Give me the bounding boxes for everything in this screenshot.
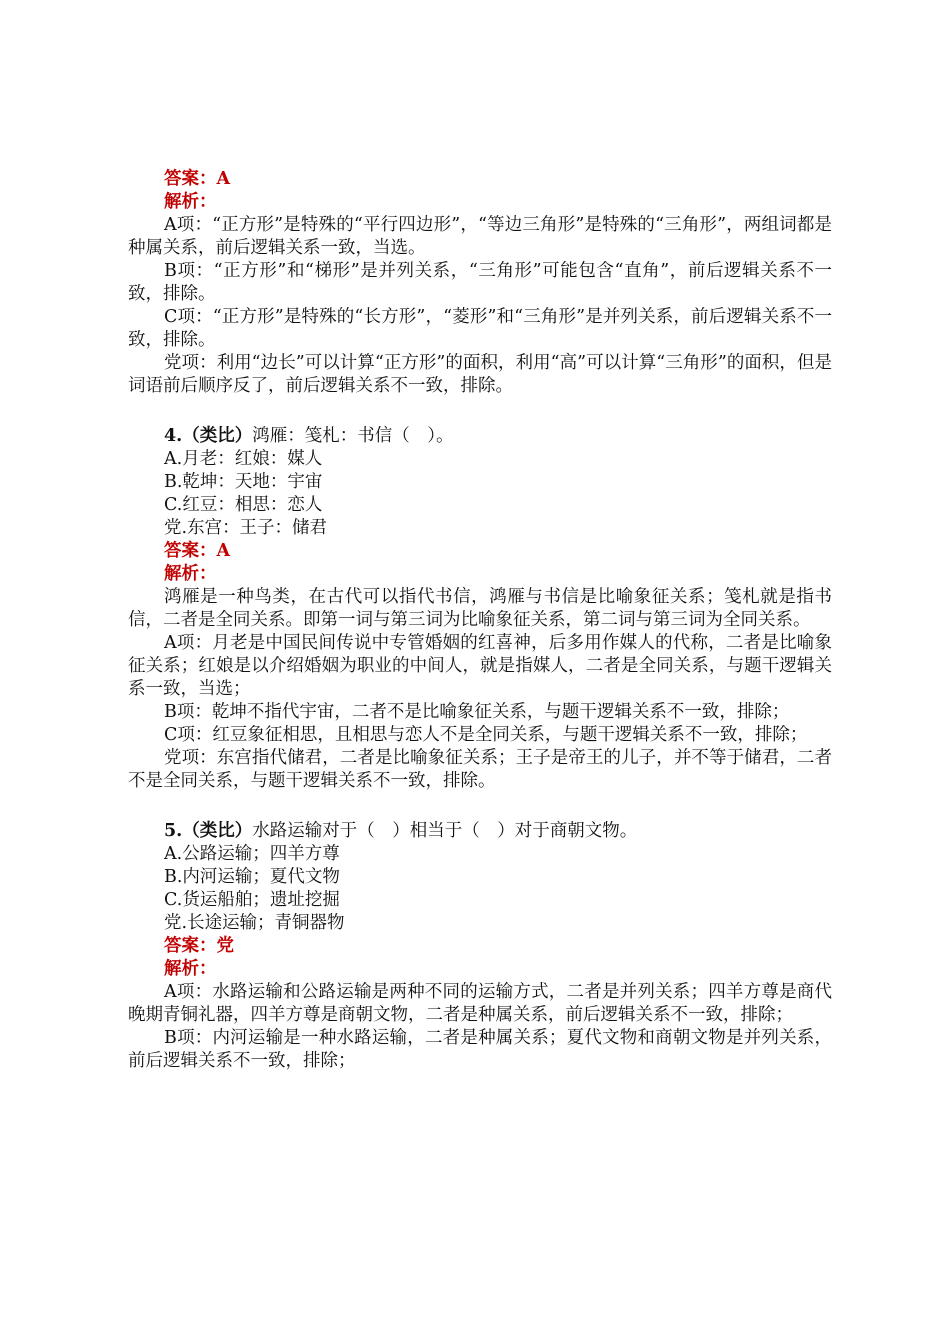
analysis-paragraph: B项：内河运输是一种水路运输，二者是种属关系；夏代文物和商朝文物是并列关系，前后逻辑关系不一致，排除；: [128, 1028, 832, 1071]
question-number: 4.（类比）: [164, 426, 253, 446]
answer-line: 答案：党: [164, 936, 234, 956]
analysis-paragraph: 鸿雁是一种鸟类，在古代可以指代书信，鸿雁与书信是比喻象征关系；笺札就是指书信，二者是全同关系。即第一词与第三词为比喻象征关系，第二词与第三词为全同关系。: [128, 587, 832, 630]
analysis-paragraph: 党项：东宫指代储君，二者是比喻象征关系；王子是帝王的儿子，并不等于储君，二者不是全同关系，与题干逻辑关系不一致，排除。: [128, 748, 832, 791]
document-content: [128, 168, 832, 1073]
option-b: B.乾坤：天地：宇宙: [164, 472, 323, 492]
question-stem: 鸿雁：笺札：书信（ ）。: [252, 426, 454, 446]
analysis-paragraph: C项：“正方形”是特殊的“长方形”，“菱形”和“三角形”是并列关系，前后逻辑关系不一致，排除。: [128, 307, 832, 350]
answer-line: 答案：A: [164, 541, 231, 561]
answer-line: 答案：A: [164, 169, 231, 189]
question-stem: 水路运输对于（ ）相当于（ ）对于商朝文物。: [252, 821, 638, 841]
analysis-label: 解析：: [164, 192, 217, 212]
analysis-paragraph: B项：“正方形”和“梯形”是并列关系，“三角形”可能包含“直角”，前后逻辑关系不一致，排除。: [128, 261, 832, 304]
analysis-paragraph: A项：水路运输和公路运输是两种不同的运输方式，二者是并列关系；四羊方尊是商代晚期青铜礼器，四羊方尊是商朝文物，二者是种属关系，前后逻辑关系不一致，排除；: [128, 982, 832, 1025]
analysis-paragraph: A项：“正方形”是特殊的“平行四边形”，“等边三角形”是特殊的“三角形”，两组词都是种属关系，前后逻辑关系一致，当选。: [128, 215, 832, 258]
option-b: B.内河运输；夏代文物: [164, 867, 340, 887]
analysis-paragraph: A项：月老是中国民间传说中专管婚姻的红喜神，后多用作媒人的代称，二者是比喻象征关系；红娘是以介绍婚姻为职业的中间人，就是指媒人，二者是全同关系，与题干逻辑关系一致，当选；: [128, 633, 832, 699]
analysis-paragraph: 党项：利用“边长”可以计算“正方形”的面积，利用“高”可以计算“三角形”的面积，但是词语前后顺序反了，前后逻辑关系不一致，排除。: [128, 353, 832, 396]
option-a: A.月老：红娘：媒人: [164, 449, 323, 469]
question-title: [128, 425, 832, 448]
question-number: 5.（类比）: [164, 821, 253, 841]
option-c: C.红豆：相思：恋人: [164, 495, 323, 515]
analysis-paragraph: B项：乾坤不指代宇宙，二者不是比喻象征关系，与题干逻辑关系不一致，排除；: [164, 702, 790, 722]
analysis-paragraph: C项：红豆象征相思，且相思与恋人不是全同关系，与题干逻辑关系不一致，排除；: [164, 725, 808, 745]
option-d: 党.长途运输；青铜器物: [164, 913, 345, 933]
option-d: 党.东宫：王子：储君: [164, 518, 328, 538]
option-c: C.货运船舶；遗址挖掘: [164, 890, 340, 910]
option-a: A.公路运输；四羊方尊: [164, 844, 340, 864]
analysis-label: 解析：: [164, 959, 217, 979]
question-title: [128, 820, 832, 843]
analysis-label: 解析：: [164, 564, 217, 584]
